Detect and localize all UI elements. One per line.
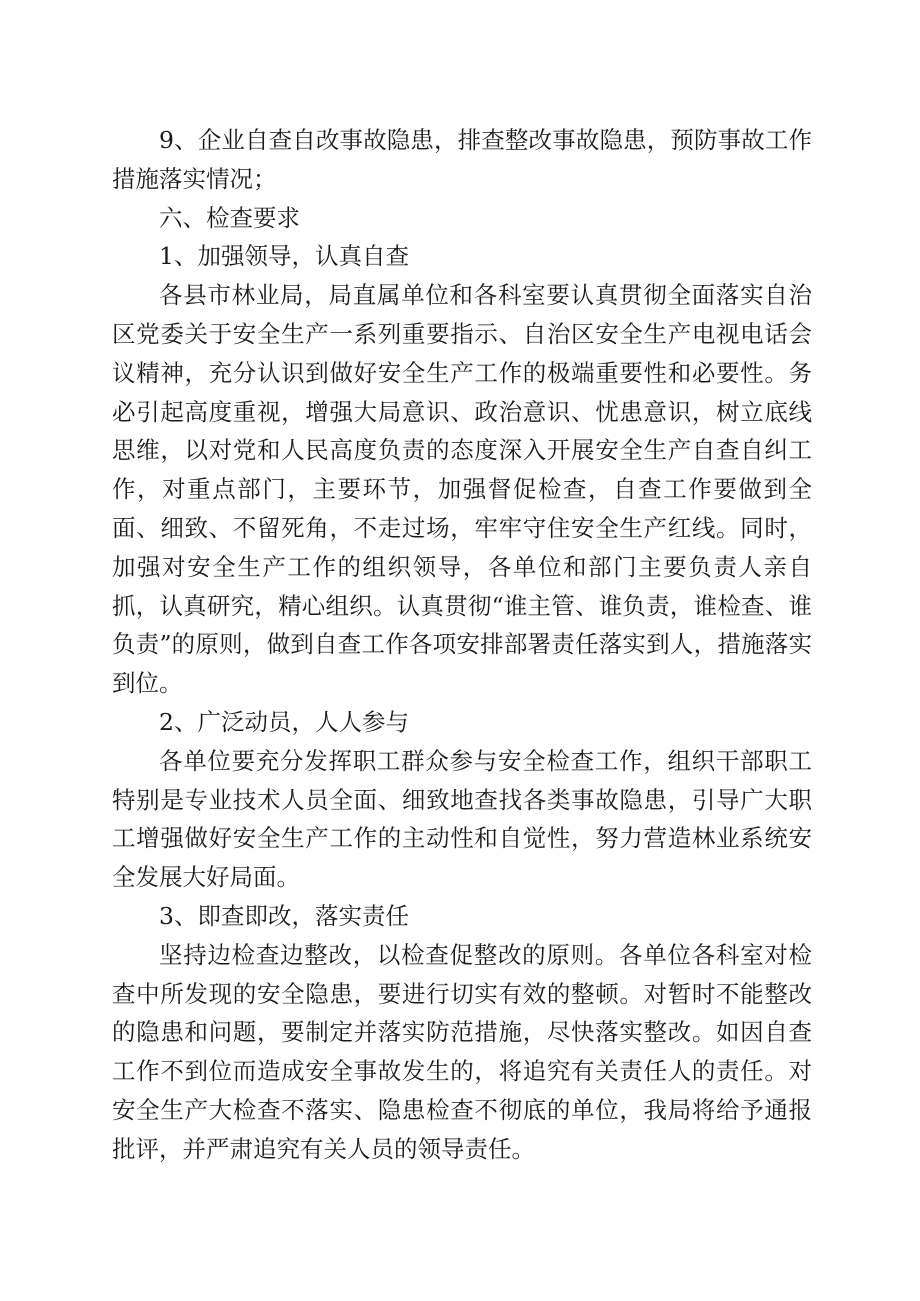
requirement-2-heading: 2、广泛动员，人人参与 [159, 707, 409, 736]
requirement-3-paragraph: 坚持边检查边整改，以检查促整改的原则。各单位各科室对检查中所发现的安全隐患，要进行切实有效的整顿。对暂时不能整改的隐患和问题，要制定并落实防范措施，尽快落实整改。如因自查工作不到位而造成安全事故发生的，将追究有关责任人的责任。对安全生产大检查不落实、隐患检查不彻底的单位，我局将给予通报批评，并严肃追究有关人员的领导责任。 [112, 940, 812, 1163]
item-9-paragraph: 9、企业自查自改事故隐患，排查整改事故隐患，预防事故工作措施落实情况； [112, 126, 812, 193]
section-6-heading: 六、检查要求 [159, 203, 300, 232]
requirement-1-heading: 1、加强领导，认真自查 [159, 242, 409, 271]
requirement-3-heading: 3、即查即改，落实责任 [159, 901, 409, 930]
requirement-1-paragraph: 各县市林业局，局直属单位和各科室要认真贯彻全面落实自治区党委关于安全生产一系列重要指示、自治区安全生产电视电话会议精神，充分认识到做好安全生产工作的极端重要性和必要性。务必引起高度重视，增强大局意识、政治意识、忧患意识，树立底线思维，以对党和人民高度负责的态度深入开展安全生产自查自纠工作，对重点部门，主要环节，加强督促检查，自查工作要做到全面、细致、不留死角，不走过场，牢牢守住安全生产红线。同时，加强对安全生产工作的组织领导，各单位和部门主要负责人亲自抓，认真研究，精心组织。认真贯彻“谁主管、谁负责，谁检查、谁负责”的原则，做到自查工作各项安排部署责任落实到人，措施落实到位。 [112, 281, 812, 698]
requirement-2-paragraph: 各单位要充分发挥职工群众参与安全检查工作，组织干部职工特别是专业技术人员全面、细致地查找各类事故隐患，引导广大职工增强做好安全生产工作的主动性和自觉性，努力营造林业系统安全发展大好局面。 [112, 746, 812, 892]
document-page [112, 121, 812, 1169]
